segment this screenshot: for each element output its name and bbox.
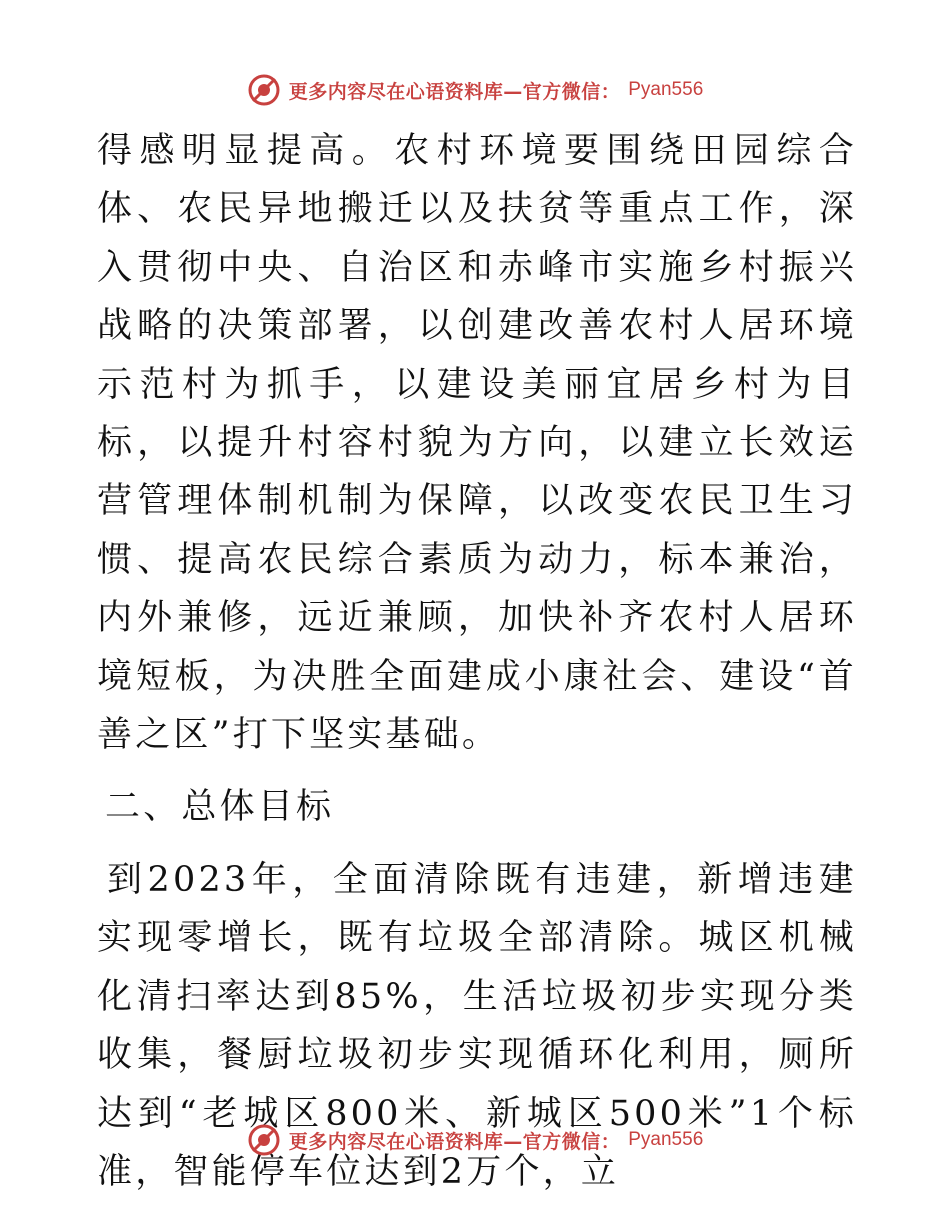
paragraph: 到2023年，全面清除既有违建，新增违建实现零增长，既有垃圾全部清除。城区机械化清扫率达到85%，生活垃圾初步实现分类收集，餐厨垃圾初步实现循环化利用，厕所达到“老城区800米、新城区500米”1个标准，智能停车位达到2万个，立 <box>97 859 857 1192</box>
watermark-text: 更多内容尽在心语资料库—官方微信： <box>288 1130 621 1153</box>
logo-icon <box>247 73 281 107</box>
logo-icon <box>247 1123 281 1157</box>
watermark-id: Pyan556 <box>628 1129 704 1150</box>
watermark-banner-top <box>0 70 950 110</box>
watermark-text: 更多内容尽在心语资料库—官方微信： <box>288 80 621 103</box>
paragraph: 得感明显提高。农村环境要围绕田园综合体、农民异地搬迁以及扶贫等重点工作，深入贯彻中央、自治区和赤峰市实施乡村振兴战略的决策部署，以创建改善农村人居环境示范村为抓手，以建设美丽宜居乡村为目标，以提升村容村貌为方向，以建立长效运营管理体制机制为保障，以改变农民卫生习惯、提高农民综合素质为动力，标本兼治，内外兼修，远近兼顾，加快补齐农村人居环境短板，为决胜全面建成小康社会、建设“首善之区”打下坚实基础。 <box>97 131 857 756</box>
section-heading: 二、总体目标 <box>105 787 335 828</box>
watermark-banner-bottom <box>0 1120 950 1160</box>
document-body <box>97 122 857 1201</box>
watermark-id: Pyan556 <box>628 79 704 100</box>
